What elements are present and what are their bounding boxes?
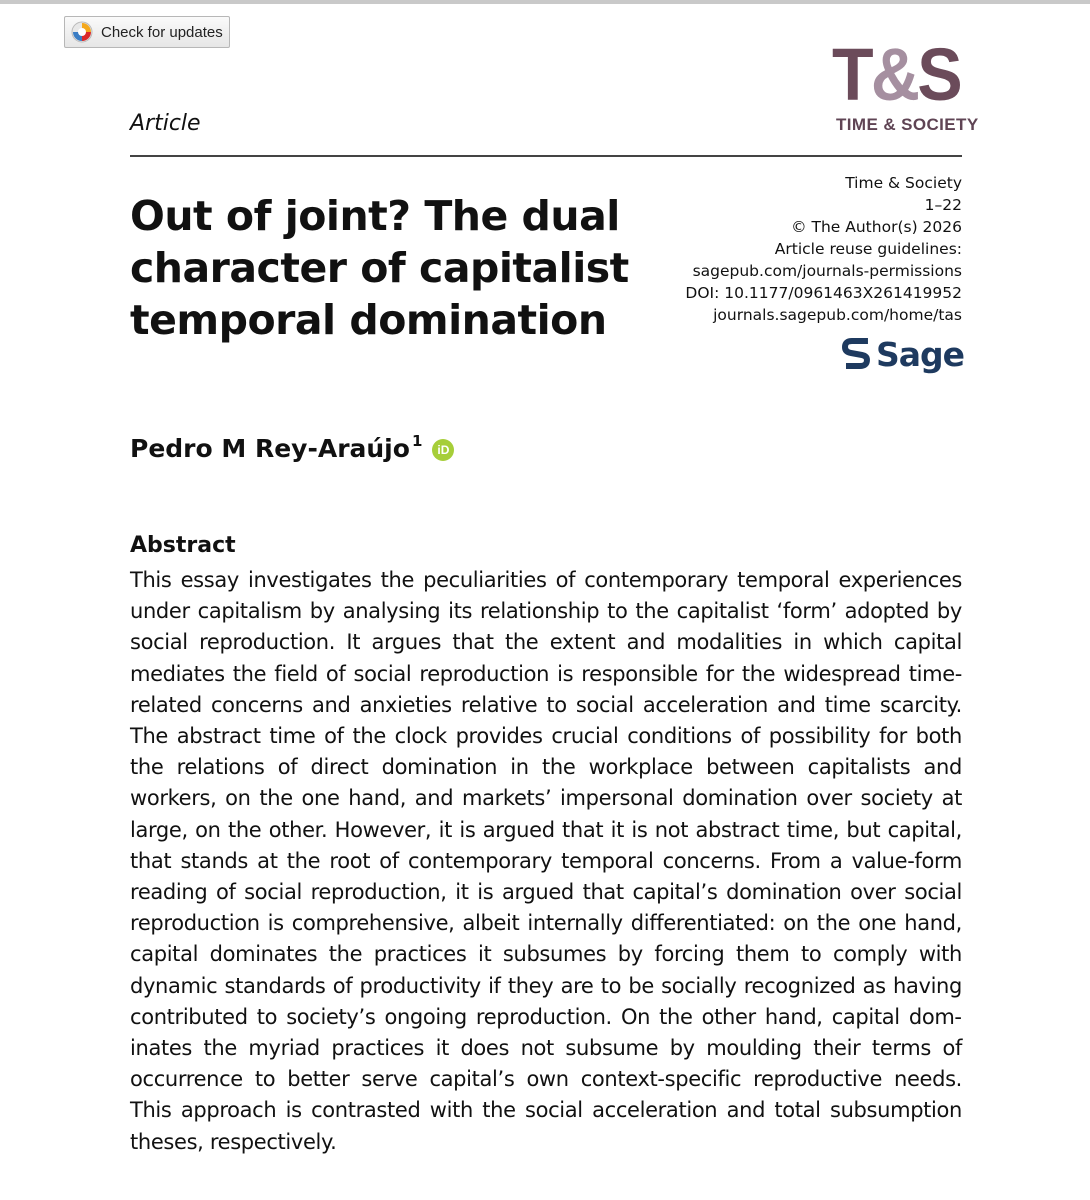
meta-reuse-link[interactable]: sagepub.com/journals-permissions [692, 262, 962, 280]
top-border [0, 0, 1090, 4]
meta-copyright: © The Author(s) 2026 [791, 218, 962, 236]
sage-s-icon [842, 336, 872, 372]
logo-letter-s: S [917, 33, 960, 116]
logo-ampersand: & [870, 33, 918, 116]
affiliation-mark: 1 [411, 432, 423, 450]
article-title: Out of joint? The dual character of capitalist temporal domination [130, 192, 629, 344]
orcid-icon[interactable]: iD [432, 439, 454, 461]
journal-logo-tagline: TIME & SOCIETY [836, 115, 979, 134]
meta-doi[interactable]: DOI: 10.1177/0961463X261419952 [685, 284, 962, 302]
sage-wordmark: Sage [875, 334, 964, 374]
article-type-label: Article [130, 111, 201, 136]
meta-journal: Time & Society [845, 174, 962, 192]
sage-publisher-logo [842, 334, 964, 374]
check-for-updates-label: Check for updates [101, 23, 223, 41]
abstract-text: This essay investigates the peculiarities of contemporary temporal experiences under capitalism by analysing its relationship to the capitalist ‘form’ adopted by social reproduction. It argues that the extent and modalities in which capital mediates the field of social reproduction is responsible for the widespread time-related concerns and anxieties relative to social acceleration and time scarcity. The abstract time of the clock provides crucial conditions of possibility for both the relations of direct domination in the workplace between capitalists and workers, on the one hand, and markets’ impersonal domination over society at large, on the other. However, it is argued that it is not abstract time, but capital, that stands at the root of contemporary temporal concerns. From a value-form reading of social reproduction, it is argued that capital’s domination over social reproduction is comprehensive, albeit internally differentiated: on the one hand, capital dominates the practices it subsumes by forcing them to comply with dynamic standards of productivity if they are to be socially recognized as having contributed to society’s ongoing reproduction. On the other hand, capital dominates the myriad practices it does not subsume by moulding their terms of occurrence to better serve capital’s own context-specific reproductive needs. This approach is contrasted with the social acceleration and total subsumption theses, respectively. [130, 568, 962, 1154]
logo-letter-t: T [832, 33, 871, 116]
check-for-updates-button[interactable] [64, 16, 230, 48]
author-name[interactable]: Pedro M Rey-Araújo [130, 434, 410, 463]
author-line [130, 434, 454, 463]
journal-monogram-logo [832, 33, 960, 116]
abstract-heading: Abstract [130, 533, 236, 558]
header-divider [130, 155, 962, 157]
meta-pages: 1–22 [924, 196, 962, 214]
meta-journal-link[interactable]: journals.sagepub.com/home/tas [713, 306, 962, 324]
meta-reuse-label: Article reuse guidelines: [774, 240, 962, 258]
article-meta [685, 172, 962, 326]
crossmark-icon [71, 21, 93, 43]
